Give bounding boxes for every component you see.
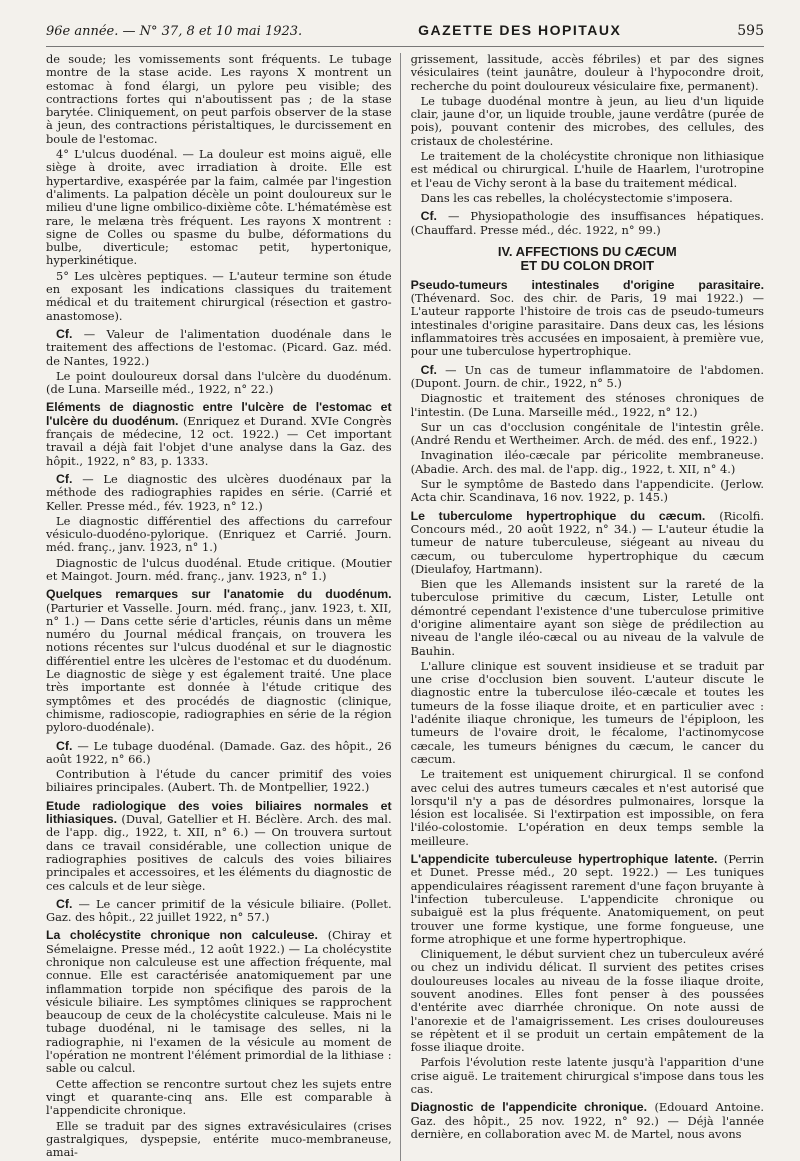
paragraph: Dans les cas rebelles, la cholécystectomie s'imposera. bbox=[420, 190, 733, 205]
abstract-entry: Invagination iléo-cæcale par péricolite membraneuse. (Abadie. Arch. des mal. de l'app. dig., 1922, t. XII, n° 4.) bbox=[410, 448, 764, 476]
cf-label: Cf. bbox=[56, 326, 73, 341]
abstract-entry bbox=[46, 473, 392, 513]
paragraph: grissement, lassitude, accès fébriles) et par des signes vésiculaires (teint jaunâtre, douleur à l'hypocondre droit, recherche du point douloureux vésiculaire fixe, permanent). bbox=[410, 53, 764, 93]
entry-title: Pseudo-tumeurs intestinales d'origine parasitaire. bbox=[410, 277, 764, 292]
entry-title: Quelques remarques sur l'anatomie du duodénum. bbox=[46, 587, 392, 602]
entry-text: — Le cancer primitif de la vésicule biliaire. (Pollet. Gaz. des hôpit., 22 juillet 1922, n° 57.) bbox=[46, 896, 392, 925]
abstract-entry bbox=[411, 853, 764, 946]
cf-label: Cf. bbox=[56, 896, 73, 911]
paragraph: de soude; les vomissements sont fréquents. Le tubage montre de la stase acide. Les rayons X montrent un estomac à fond élargi, un pylore peu visible; des contractions fortes qui n'aboutissent pas ; de la stase barytée. Cliniquement, on peut parfois observer de la stase à jeun, des contractions péristaltiques, le durcissement en boule de l'estomac. bbox=[46, 53, 392, 146]
entry-text: (Duval, Gatellier et H. Béclère. Arch. des mal. de l'app. dig., 1922, t. XII, n° 6.) — On trouvera surtout dans ce travail considérable, une collection unique de radiographies positives de calculs des voies biliaires principales et accessoires, et les éléments du diagnostic de ces calculs et de leur siège. bbox=[46, 812, 392, 893]
abstract-entry bbox=[46, 929, 392, 1075]
entry-text: (Edouard Antoine. Gaz. des hôpit., 25 nov. 1922, n° 92.) — Déjà l'année dernière, en collaboration avec M. de Martel, nous avons bbox=[410, 1100, 764, 1141]
section-heading bbox=[411, 245, 764, 273]
cf-label: Cf. bbox=[56, 471, 73, 486]
entry-text: — Le diagnostic des ulcères duodénaux par la méthode des radiographies rapides en série. (Carrié et Keller. Presse méd., fév. 1923, n° 12.) bbox=[46, 471, 392, 513]
entry-title: Diagnostic de l'appendicite chronique. bbox=[410, 1100, 648, 1115]
paragraph: Le tubage duodénal montre à jeun, au lieu d'un liquide clair, jaune d'or, un liquide trouble, jaune verdâtre (purée de pois), pouvant contenir des microbes, des cellules, des cristaux de cholestérine. bbox=[410, 93, 764, 148]
entry-text: (Enriquez et Durand. XVIe Congrès français de médecine, 12 oct. 1922.) — Cet important travail a déjà fait l'objet d'une analyse dans la Gaz. des hôpit., 1922, n° 83, p. 1333. bbox=[46, 413, 392, 468]
paragraph: 4° L'ulcus duodénal. — La douleur est moins aiguë, elle siège à droite, avec irradiation à droite. Elle est hypertardive, exaspérée par la faim, calmée par l'ingestion d'aliments. La palpation décèle un point douloureux sur le milieu d'une ligne ombilico-dixième côte. L'hématémèse est rare, le melæna très fréquent. Les rayons X montrent : signe de Colles ou spasme du bulbe, déformations du bulbe, diverticule; estomac petit, hypertonique, hyperkinétique. bbox=[46, 147, 392, 268]
journal-title: GAZETTE DES HOPITAUX bbox=[418, 22, 622, 38]
right-column bbox=[411, 53, 764, 1161]
entry-text: (Ricolfi. Concours méd., 20 août 1922, n° 34.) — L'auteur étudie la tumeur de nature tuberculeuse, siégeant au niveau du cæcum, ou tuberculome hypertrophique du cæcum (Dieulafoy, Hartmann). bbox=[410, 508, 764, 576]
abstract-entry bbox=[46, 800, 392, 893]
entry-title: Eléments de diagnostic entre l'ulcère de l'estomac et l'ulcère du duodénum. bbox=[46, 400, 392, 428]
paragraph: Cette affection se rencontre surtout chez les sujets entre vingt et quarante-cinq ans. Elle est comparable à l'appendicite chronique. bbox=[46, 1076, 392, 1118]
abstract-entry bbox=[411, 210, 764, 237]
abstract-entry: Contribution à l'étude du cancer primitif des voies biliaires principales. (Aubert. Th. de Montpellier, 1922.) bbox=[46, 767, 392, 795]
abstract-entry bbox=[46, 328, 392, 368]
entry-text: (Chiray et Sémelaigne. Presse méd., 12 août 1922.) — La cholécystite chronique non calculeuse est une affection fréquente, mal connue. Elle est caractérisée anatomiquement par une inflammation torpide non spécifique des parois de la vésicule biliaire. Les symptômes cliniques se rapprochent beaucoup de ceux de la cholécystite calculeuse. Mais ni le tubage duodénal, ni le tamisage des selles, ni la radiographie, ni l'examen de la vésicule au moment de l'opération ne montrent l'élément primordial de la lithiase : sable ou calcul. bbox=[46, 928, 392, 1076]
paragraph: 5° Les ulcères peptiques. — L'auteur termine son étude en exposant les indications classiques du traitement médical et du traitement chirurgical (résection et gastro-anastomose). bbox=[46, 268, 392, 323]
entry-title: Etude radiologique des voies biliaires normales et lithiasiques. bbox=[46, 798, 392, 827]
paragraph: Elle se traduit par des signes extravésiculaires (crises gastralgiques, dyspepsie, entérite muco-membraneuse, amai- bbox=[46, 1118, 392, 1160]
paragraph: Le traitement est uniquement chirurgical. Il se confond avec celui des autres tumeurs cæcales et n'est autorisé que lorsqu'il n'y a pas de désordres pulmonaires, lorsque la lésion est localisée. Si l'extirpation est impossible, on fera l'iléo-colostomie. L'opération en deux temps semble la meilleure. bbox=[410, 767, 764, 848]
entry-title: La cholécystite chronique non calculeuse. bbox=[46, 928, 318, 943]
cf-label: Cf. bbox=[56, 738, 73, 753]
entry-text: — Physiopathologie des insuffisances hépatiques. (Chauffard. Presse méd., déc. 1922, n° 99.) bbox=[410, 209, 764, 237]
abstract-entry bbox=[46, 898, 392, 925]
section-heading-line-1: IV. AFFECTIONS DU CÆCUM bbox=[497, 243, 677, 259]
abstract-entry: Le point douloureux dorsal dans l'ulcère du duodénum. (de Luna. Marseille méd., 1922, n° 22.) bbox=[46, 368, 392, 397]
page-header bbox=[46, 22, 764, 47]
entry-text: — Valeur de l'alimentation duodénale dans le traitement des affections de l'estomac. (Picard. Gaz. méd. de Nantes, 1922.) bbox=[46, 326, 392, 368]
entry-text: — Le tubage duodénal. (Damade. Gaz. des hôpit., 26 août 1922, n° 66.) bbox=[46, 738, 392, 766]
abstract-entry: Sur un cas d'occlusion congénitale de l'intestin grêle. (André Rendu et Wertheimer. Arch. de méd. des enf., 1922.) bbox=[410, 419, 764, 448]
entry-title: Le tuberculome hypertrophique du cæcum. bbox=[410, 508, 706, 523]
cf-label: Cf. bbox=[420, 362, 437, 377]
paragraph: Parfois l'évolution reste latente jusqu'à l'apparition d'une crise aiguë. Le traitement chirurgical s'impose dans tous les cas. bbox=[410, 1055, 764, 1097]
abstract-entry bbox=[411, 510, 764, 576]
paragraph: Cliniquement, le début survient chez un tuberculeux avéré ou chez un individu délicat. Il survient des petites crises douloureuses locales au niveau de la fosse iliaque droite, souvent anodines. Elles font penser à des poussées d'entérite avec diarrhée chronique. On note aussi de l'anorexie et de l'amaigrissement. Les crises douloureuses se répètent et il se produit un certain empâtement de la fosse iliaque droite. bbox=[410, 947, 764, 1055]
abstract-entry bbox=[46, 588, 392, 734]
abstract-entry: Le diagnostic différentiel des affections du carrefour vésiculo-duodéno-pylorique. (Enriquez et Carrié. Journ. méd. franç., janv. 1923, n° 1.) bbox=[46, 513, 392, 555]
page-number: 595 bbox=[737, 23, 764, 39]
entry-text: (Perrin et Dunet. Presse méd., 20 sept. 1922.) — Les tuniques appendiculaires réagissent rarement d'une façon bruyante à l'infection tuberculeuse. L'appendicite chronique ou subaiguë est la plus fréquente. Anatomiquement, on peut trouver une forme kystique, une forme fongueuse, une forme atrophique et une forme hypertrophique. bbox=[410, 852, 764, 946]
paragraph: Le traitement de la cholécystite chronique non lithiasique est médical ou chirurgical. L'huile de Haarlem, l'urotropine et l'eau de Vichy seront à la base du traitement médical. bbox=[410, 149, 764, 190]
left-column bbox=[46, 53, 401, 1161]
abstract-entry: Sur le symptôme de Bastedo dans l'appendicite. (Jerlow. Acta chir. Scandinava, 16 nov. 1922, p. 145.) bbox=[410, 477, 764, 505]
abstract-entry bbox=[411, 364, 764, 391]
paragraph: Bien que les Allemands insistent sur la rareté de la tuberculose primitive du cæcum, Lister, Letulle ont démontré cependant l'existence d'une tuberculose primitive d'origine alimentaire ayant son siège de prédilection au niveau de l'angle iléo-cæcal ou au niveau de la valvule de Bauhin. bbox=[410, 577, 764, 658]
abstract-entry bbox=[411, 1101, 764, 1141]
issue-line: 96e année. — N° 37, 8 et 10 mai 1923. bbox=[46, 24, 303, 39]
abstract-entry bbox=[46, 740, 392, 767]
section-heading-line-2: ET DU COLON DROIT bbox=[520, 257, 655, 273]
entry-title: L'appendicite tuberculeuse hypertrophique latente. bbox=[410, 852, 718, 867]
abstract-entry bbox=[46, 401, 392, 467]
entry-text: — Un cas de tumeur inflammatoire de l'abdomen. (Dupont. Journ. de chir., 1922, n° 5.) bbox=[410, 362, 764, 390]
abstract-entry bbox=[411, 279, 764, 359]
entry-text: (Thévenard. Soc. des chir. de Paris, 19 mai 1922.) — L'auteur rapporte l'histoire de trois cas de pseudo-tumeurs intestinales d'origine parasitaire. Dans deux cas, les lésions inflammatoires très accusées en imposaient, à première vue, pour une tuberculose hypertrophique. bbox=[410, 291, 764, 359]
entry-text: (Parturier et Vasselle. Journ. méd. franç., janv. 1923, t. XII, n° 1.) — Dans cette série d'articles, réunis dans un même numéro du Journal médical français, on trouvera les notions récentes sur l'ulcus duodénal et sur le diagnostic différentiel entre les ulcères de l'estomac et du duodénum. Le diagnostic de siège y est également traité. Une place très importante est donnée à l'étude critique des symptômes et des procédés de diagnostic (clinique, chimisme, radioscopie, radiographies en série de la région pyloro-duodénale). bbox=[46, 600, 392, 735]
text-columns bbox=[46, 53, 764, 1161]
abstract-entry: Diagnostic de l'ulcus duodénal. Etude critique. (Moutier et Maingot. Journ. méd. franç., janv. 1923, n° 1.) bbox=[46, 555, 392, 583]
paragraph: L'allure clinique est souvent insidieuse et se traduit par une crise d'occlusion bien souvent. L'auteur discute le diagnostic entre la tuberculose iléo-cæcale et toutes les tumeurs de la fosse iliaque droite, et en particulier avec : l'adénite iliaque chronique, les tumeurs de l'épiploon, les tumeurs de l'ovaire droit, le fécalome, l'actinomycose cæcale, les tumeurs bénignes du cæcum, le cancer du cæcum. bbox=[410, 658, 764, 766]
cf-label: Cf. bbox=[420, 209, 437, 224]
abstract-entry: Diagnostic et traitement des sténoses chroniques de l'intestin. (De Luna. Marseille méd., 1922, n° 12.) bbox=[410, 391, 764, 419]
